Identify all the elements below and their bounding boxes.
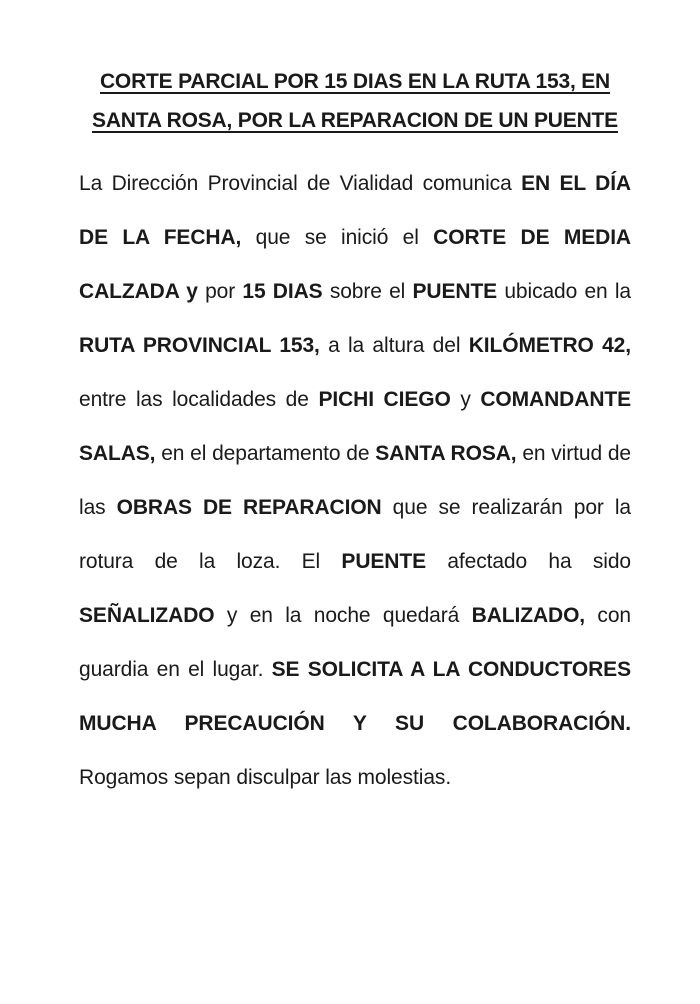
body-text-run: a la altura del bbox=[319, 334, 469, 357]
body-text-run: ubicado en la bbox=[497, 280, 631, 303]
body-bold-run: RUTA PROVINCIAL 153, bbox=[79, 334, 320, 357]
body-text-run: afectado ha sido bbox=[426, 550, 631, 573]
body-text-run: y en la noche quedará bbox=[214, 604, 472, 627]
document-body bbox=[79, 157, 631, 805]
body-text-run: sobre el bbox=[322, 280, 413, 303]
body-text-run: en virtud de las bbox=[79, 442, 631, 519]
body-bold-run: PICHI CIEGO bbox=[318, 388, 451, 411]
document-title bbox=[79, 62, 631, 140]
body-bold-run: CORTE DE MEDIA CALZADA y bbox=[79, 226, 631, 303]
body-text-run: que se inició el bbox=[241, 226, 434, 249]
body-bold-run: BALIZADO, bbox=[471, 604, 586, 627]
body-bold-run: COMANDANTE SALAS, bbox=[79, 388, 632, 465]
body-bold-run: EN EL DÍA DE LA FECHA, bbox=[79, 172, 631, 249]
body-bold-run: 15 DIAS bbox=[242, 280, 323, 303]
body-bold-run: SE SOLICITA A LA CONDUCTORES MUCHA PRECAUCIÓN Y SU COLABORACIÓN. bbox=[79, 658, 631, 735]
body-text-run: y bbox=[450, 388, 481, 411]
body-text-run: La Dirección Provincial de Vialidad comunica bbox=[79, 172, 522, 195]
body-bold-run: OBRAS DE REPARACION bbox=[116, 496, 382, 519]
document bbox=[79, 62, 631, 805]
body-text-run: entre las localidades de bbox=[79, 388, 319, 411]
body-text-run: en el departamento de bbox=[155, 442, 376, 465]
body-bold-run: KILÓMETRO 42, bbox=[468, 334, 631, 357]
body-text-run: por bbox=[197, 280, 243, 303]
document-title-text: CORTE PARCIAL POR 15 DIAS EN LA RUTA 153, EN SANTA ROSA, POR LA REPARACION DE UN PUENTE bbox=[92, 70, 618, 132]
body-bold-run: PUENTE bbox=[412, 280, 498, 303]
body-bold-run: SEÑALIZADO bbox=[79, 604, 215, 627]
body-bold-run: PUENTE bbox=[341, 550, 427, 573]
body-text-run: con guardia en el lugar. bbox=[79, 604, 631, 681]
body-bold-run: SANTA ROSA, bbox=[375, 442, 517, 465]
body-text-run: que se realizarán por la rotura de la loza. El bbox=[79, 496, 631, 573]
body-text-run: Rogamos sepan disculpar las molestias. bbox=[79, 766, 452, 789]
